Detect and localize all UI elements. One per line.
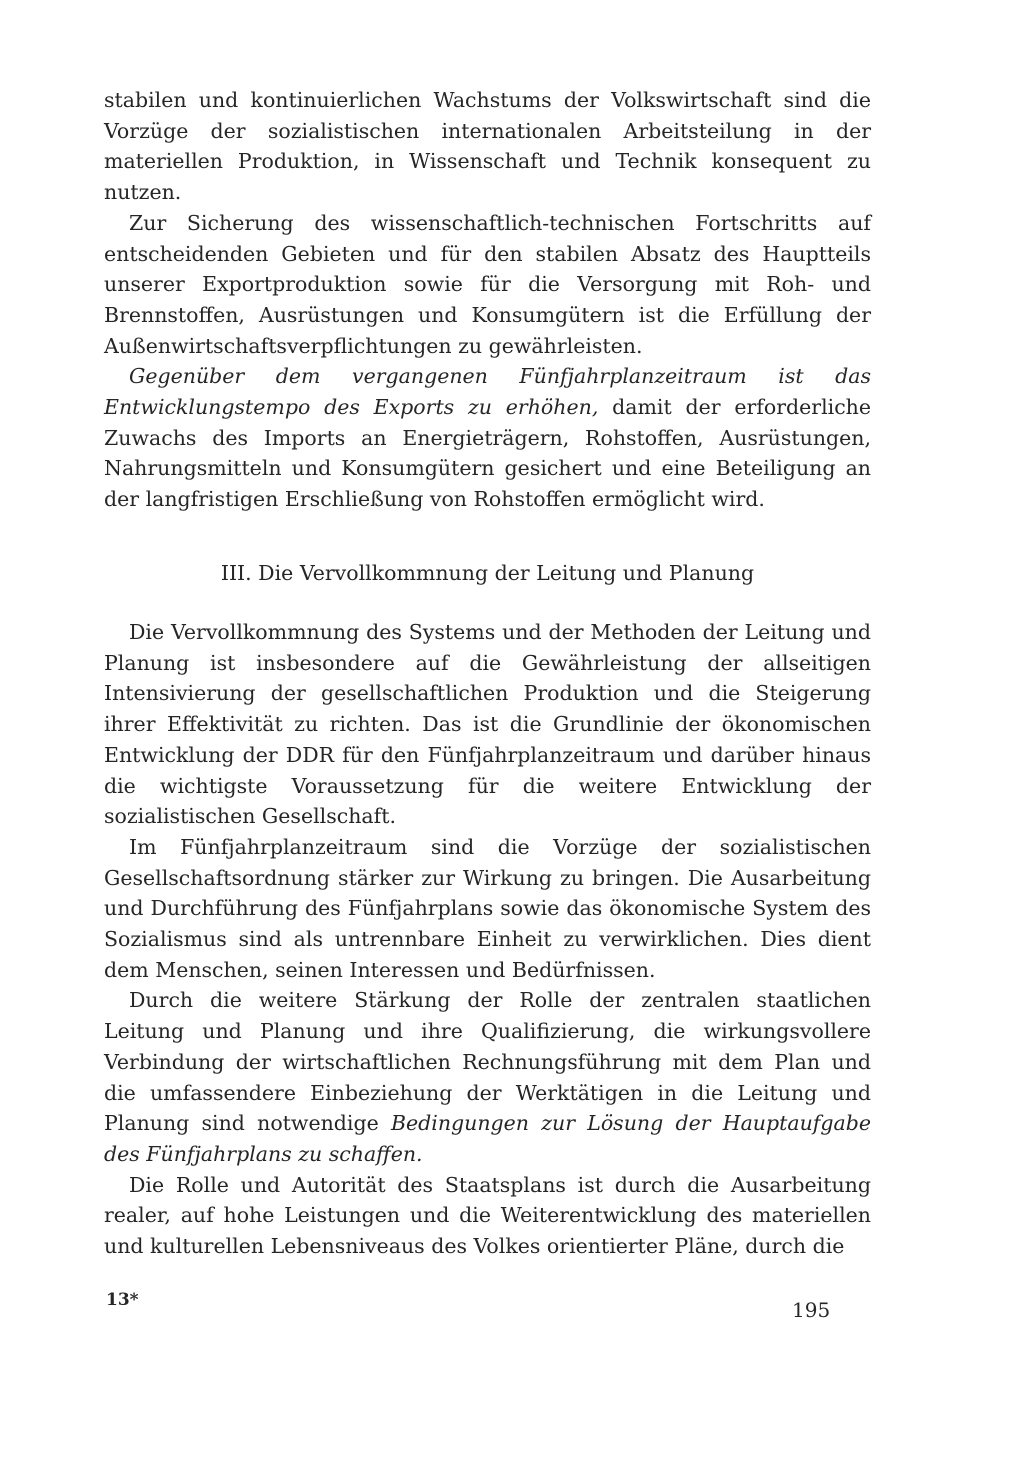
signature-mark: 13*: [106, 1290, 139, 1310]
paragraph: [104, 361, 871, 515]
section-heading: III. Die Vervollkommnung der Leitung und Planung: [220, 561, 755, 585]
text-block-export: [104, 85, 871, 515]
paragraph: stabilen und kontinuierlichen Wachstums der Volkswirtschaft sind die Vorzüge der sozialistischen internationalen Arbeitsteilung in der materiellen Produktion, in Wissenschaft und Technik konsequent zu nutzen.: [104, 88, 871, 205]
paragraph-text: damit der erforderliche Zuwachs des Imports an Energieträgern, Rohstoffen, Ausrüstungen, Nahrungsmitteln und Konsumgütern gesichert und eine Beteiligung an der langfristigen Erschließung von Rohstoffen ermöglicht wird.: [104, 395, 872, 512]
paragraph: Im Fünfjahrplanzeitraum sind die Vorzüge der sozialistischen Gesellschaftsordnung stärker zur Wirkung zu bringen. Die Ausarbeitung und Durchführung des Fünfjahrplans sowie das ökonomische System des Sozialismus sind als untrennbare Einheit zu verwirklichen. Dies dient dem Menschen, seinen Interessen und Bedürfnissen.: [104, 834, 871, 982]
paragraph: Die Vervollkommnung des Systems und der Methoden der Leitung und Planung ist insbesondere auf die Gewährleistung der allseitigen Intensivierung der gesellschaftlichen Produktion und die Steigerung ihrer Effektivität zu richten. Das ist die Grundlinie der ökonomischen Entwicklung der DDR für den Fünfjahrplanzeitraum und darüber hinaus die wichtigste Voraussetzung für die weitere Entwicklung der sozialistischen Gesellschaft.: [104, 620, 871, 829]
page-number: 195: [792, 1298, 831, 1322]
paragraph: Zur Sicherung des wissenschaftlich-technischen Fortschritts auf entscheidenden Gebieten und für den stabilen Absatz des Hauptteils unserer Exportproduktion sowie für die Versorgung mit Roh- und Brennstoffen, Ausrüstungen und Konsumgütern ist die Erfüllung der Außenwirtschaftsverpflichtungen zu gewährleisten.: [104, 210, 871, 358]
italic-emphasis: Bedingungen zur Lösung der Hauptaufgabe des Fünfjahrplans zu schaffen.: [104, 1111, 871, 1166]
paragraph: [104, 985, 871, 1169]
paragraph-text: Durch die weitere Stärkung der Rolle der zentralen staatlichen Leitung und Planung und ihre Qualifizierung, die wirkungsvollere Verbindung der wirtschaftlichen Rechnungsführung mit dem Plan und die umfassendere Einbeziehung der Werktätigen in die Leitung und Planung sind notwendige: [104, 988, 871, 1136]
paragraph: Die Rolle und Autorität des Staatsplans ist durch die Ausarbeitung realer, auf hohe Leistungen und die Weiterentwicklung des materiellen und kulturellen Lebensniveaus des Volkes orientierter Pläne, durch die: [104, 1172, 871, 1259]
text-block-planning: [104, 617, 871, 1262]
italic-emphasis: Gegenüber dem vergangenen Fünfjahrplanzeitraum ist das Entwicklungstempo des Exports zu erhöhen,: [104, 364, 871, 420]
